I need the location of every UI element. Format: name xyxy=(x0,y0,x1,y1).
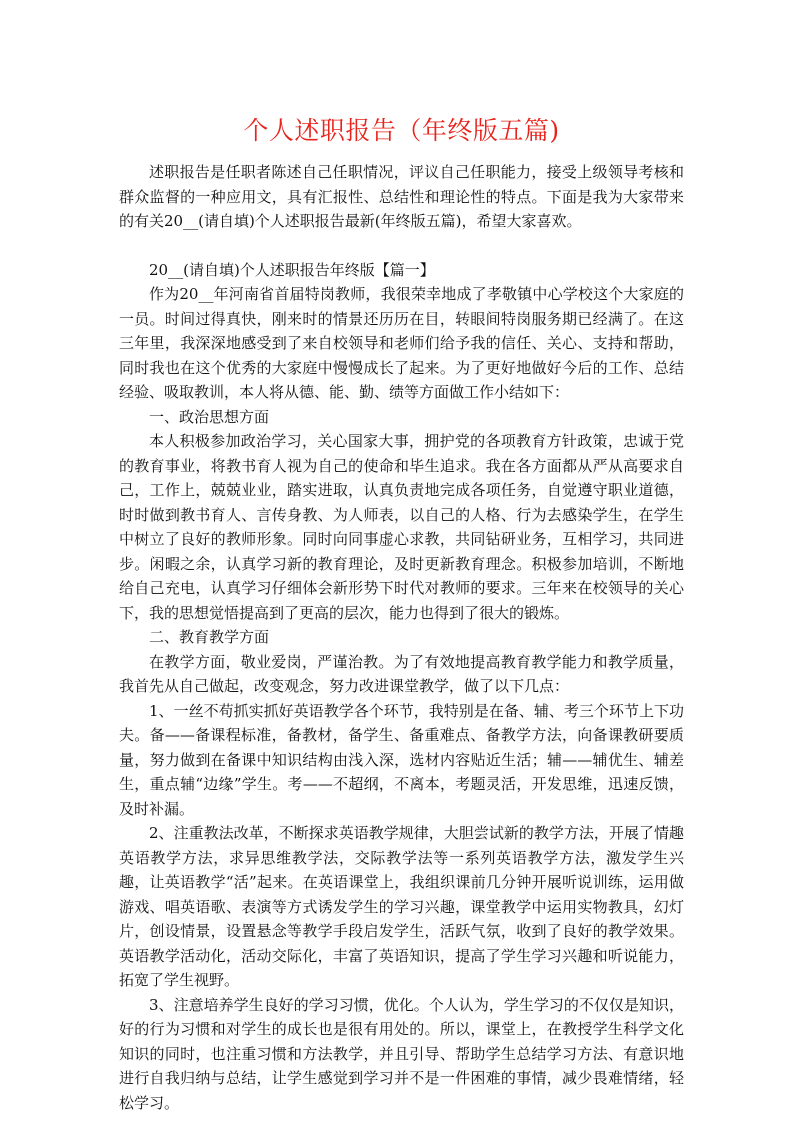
section-heading: 二、教育教学方面 xyxy=(149,628,270,646)
numbered-paragraph: 2、注重教法改革，不断探求英语教学规律，大胆尝试新的教学方法，开展了情趣英语教学方法，求异思维教学法，交际教学法等一系列英语教学方法，激发学生兴趣，让英语教学“活”起来。在英语课堂上，我组织课前几分钟开展听说训练，运用做游戏、唱英语歌、表演等方式诱发学生的学习兴趣，课堂教学中运用实物教具，幻灯片，创设情景，设置悬念等教学手段启发学生，活跃气氛，收到了良好的教学效果。英语教学活动化，活动交际化，丰富了英语知识，提高了学生学习兴趣和听说能力，拓宽了学生视野。 xyxy=(119,824,684,989)
body-paragraph: 本人积极参加政治学习，关心国家大事，拥护党的各项教育方针政策，忠诚于党的教育事业，将教书育人视为自己的使命和毕生追求。我在各方面都从严从高要求自己，工作上，兢兢业业，踏实进取，认真负责地完成各项任务，自觉遵守职业道德，时时做到教书育人、言传身教、为人师表，以自己的人格、行为去感染学生，在学生中树立了良好的教师形象。同时向同事虚心求教，共同钻研业务，互相学习，共同进步。闲暇之余，认真学习新的教育理论，及时更新教育理念。积极参加培训，不断地给自己充电，认真学习仔细体会新形势下时代对教师的要求。三年来在校领导的关心下，我的思想觉悟提高到了更高的层次，能力也得到了很大的锻炼。 xyxy=(119,432,684,622)
intro-paragraph: 述职报告是任职者陈述自己任职情况，评议自己任职能力，接受上级领导考核和群众监督的一种应用文，具有汇报性、总结性和理论性的特点。下面是我为大家带来的有关20__(请自填)个人述职报告最新(年终版五篇)，希望大家喜欢。 xyxy=(119,163,684,230)
body-paragraph: 作为20__年河南省首届特岗教师，我很荣幸地成了孝敬镇中心学校这个大家庭的一员。时间过得真快，刚来时的情景还历历在目，转眼间特岗服务期已经满了。在这三年里，我深深地感受到了来自校领导和老师们给予我的信任、关心、支持和帮助，同时我也在这个优秀的大家庭中慢慢成长了起来。为了更好地做好今后的工作、总结经验、吸取教训，本人将从德、能、勤、绩等方面做工作小结如下： xyxy=(119,285,684,401)
document-body xyxy=(119,258,684,1116)
body-paragraph: 在教学方面，敬业爱岗，严谨治教。为了有效地提高教育教学能力和教学质量，我首先从自己做起，改变观念，努力改进课堂教学，做了以下几点： xyxy=(119,652,684,695)
document-title: 个人述职报告（年终版五篇) xyxy=(243,116,560,145)
document-page xyxy=(119,112,684,1115)
section-heading: 一、政治思想方面 xyxy=(149,407,270,426)
numbered-paragraph: 3、注意培养学生良好的学习习惯，优化。个人认为，学生学习的不仅仅是知识，好的行为习惯和对学生的成长也是很有用处的。所以，课堂上，在教授学生科学文化知识的同时，也注重习惯和方法教学，并且引导、帮助学生总结学习方法、有意识地进行自我归纳与总结，让学生感觉到学习并不是一件困难的事情，减少畏难情绪，轻松学习。 xyxy=(119,995,684,1112)
numbered-paragraph: 1、一丝不苟抓实抓好英语教学各个环节，我特别是在备、辅、考三个环节上下功夫。备——备课程标准，备教材，备学生、备重难点、备教学方法，向备课教研要质量，努力做到在备课中知识结构由浅入深，选材内容贴近生活；辅——辅优生、辅差生，重点辅“边缘”学生。考——不超纲，不离本，考题灵活，开发思维，迅速反馈，及时补漏。 xyxy=(119,701,684,818)
article-heading: 20__(请自填)个人述职报告年终版【篇一】 xyxy=(149,260,435,279)
